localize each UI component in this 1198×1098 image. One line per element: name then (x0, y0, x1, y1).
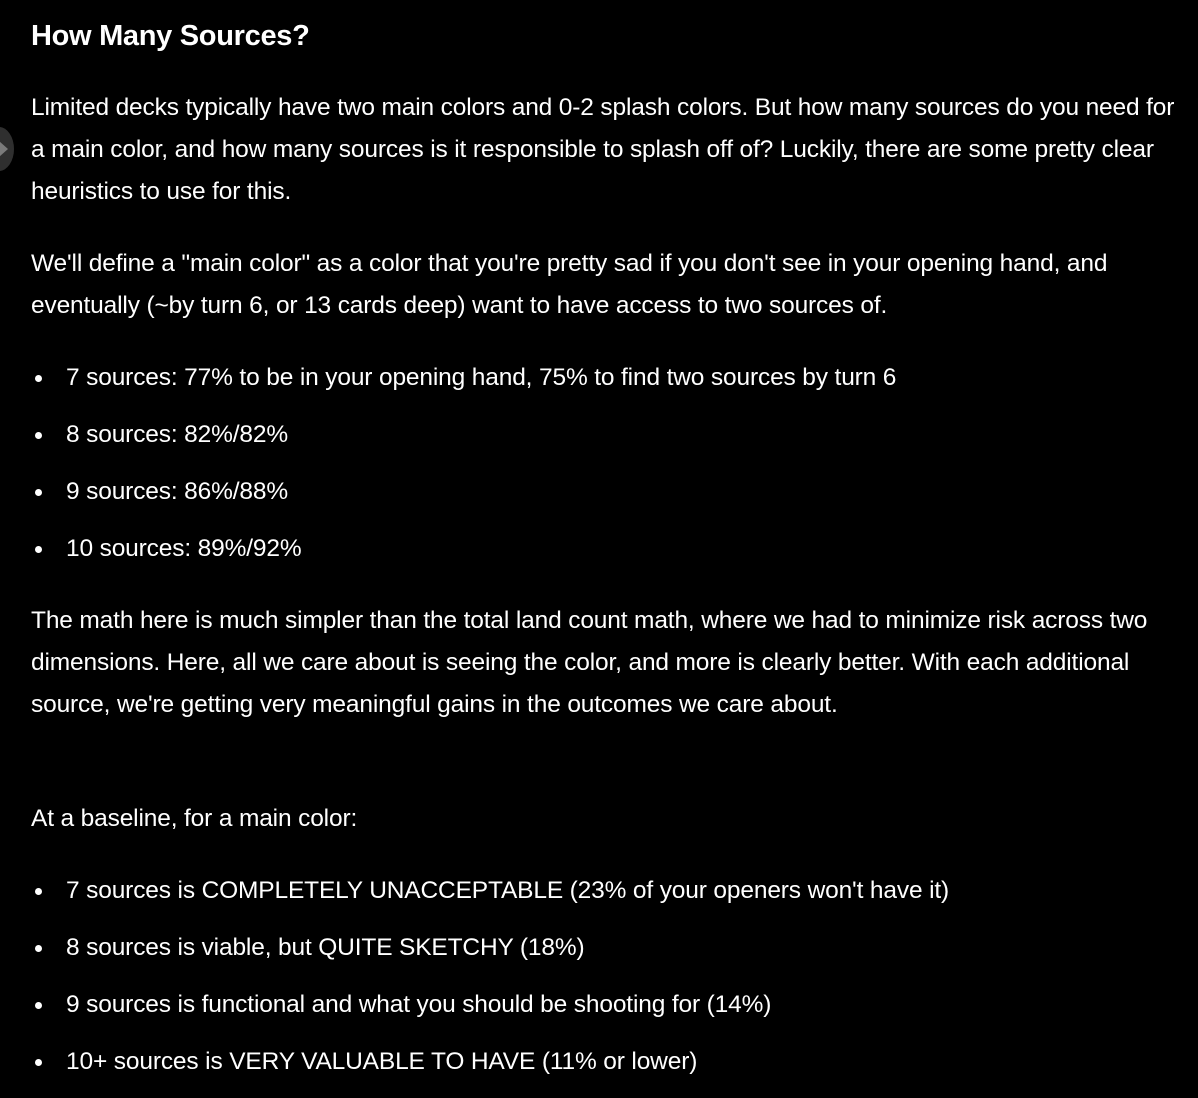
list-item-text: 10+ sources is VERY VALUABLE TO HAVE (11% or lower) (66, 1048, 698, 1075)
bullet-icon (35, 945, 42, 952)
main-color-definition-paragraph: We'll define a "main color" as a color that you're pretty sad if you don't see in your opening hand, and eventually (~by turn 6, or 13 cards deep) want to have access to two sources of. (31, 250, 1108, 319)
chevron-right-icon (0, 141, 8, 157)
list-item (31, 927, 1176, 984)
baseline-list (31, 870, 1176, 1098)
intro-paragraph: Limited decks typically have two main colors and 0-2 splash colors. But how many sources do you need for a main color, and how many sources is it responsible to splash off of? Luckily, there are some pretty clear heuristics to use for this. (31, 94, 1175, 205)
bullet-icon (35, 546, 42, 553)
source-odds-list (31, 357, 1176, 585)
list-item-text: 8 sources: 82%/82% (66, 421, 289, 448)
list-item (31, 870, 1176, 927)
bullet-icon (35, 888, 42, 895)
list-item-text: 9 sources is functional and what you should be shooting for (14%) (66, 991, 772, 1018)
list-item-text: 7 sources: 77% to be in your opening hand, 75% to find two sources by turn 6 (66, 364, 897, 391)
list-item-text: 7 sources is COMPLETELY UNACCEPTABLE (23% of your openers won't have it) (66, 877, 950, 904)
bullet-icon (35, 375, 42, 382)
bullet-icon (35, 489, 42, 496)
list-item (31, 1041, 1176, 1098)
bullet-icon (35, 432, 42, 439)
list-item (31, 984, 1176, 1041)
list-item-text: 8 sources is viable, but QUITE SKETCHY (18%) (66, 934, 585, 961)
list-item-text: 9 sources: 86%/88% (66, 478, 289, 505)
sidebar-toggle-button[interactable] (0, 127, 14, 171)
list-item (31, 528, 1176, 585)
list-item (31, 357, 1176, 414)
baseline-intro-paragraph: At a baseline, for a main color: (31, 805, 358, 832)
bullet-icon (35, 1002, 42, 1009)
section-heading: How Many Sources? (31, 20, 310, 52)
list-item (31, 471, 1176, 528)
list-item (31, 414, 1176, 471)
bullet-icon (35, 1059, 42, 1066)
list-item-text: 10 sources: 89%/92% (66, 535, 302, 562)
math-explanation-paragraph: The math here is much simpler than the total land count math, where we had to minimize risk across two dimensions. Here, all we care about is seeing the color, and more is clearly better. With each additional source, we're getting very meaningful gains in the outcomes we care about. (31, 607, 1148, 718)
